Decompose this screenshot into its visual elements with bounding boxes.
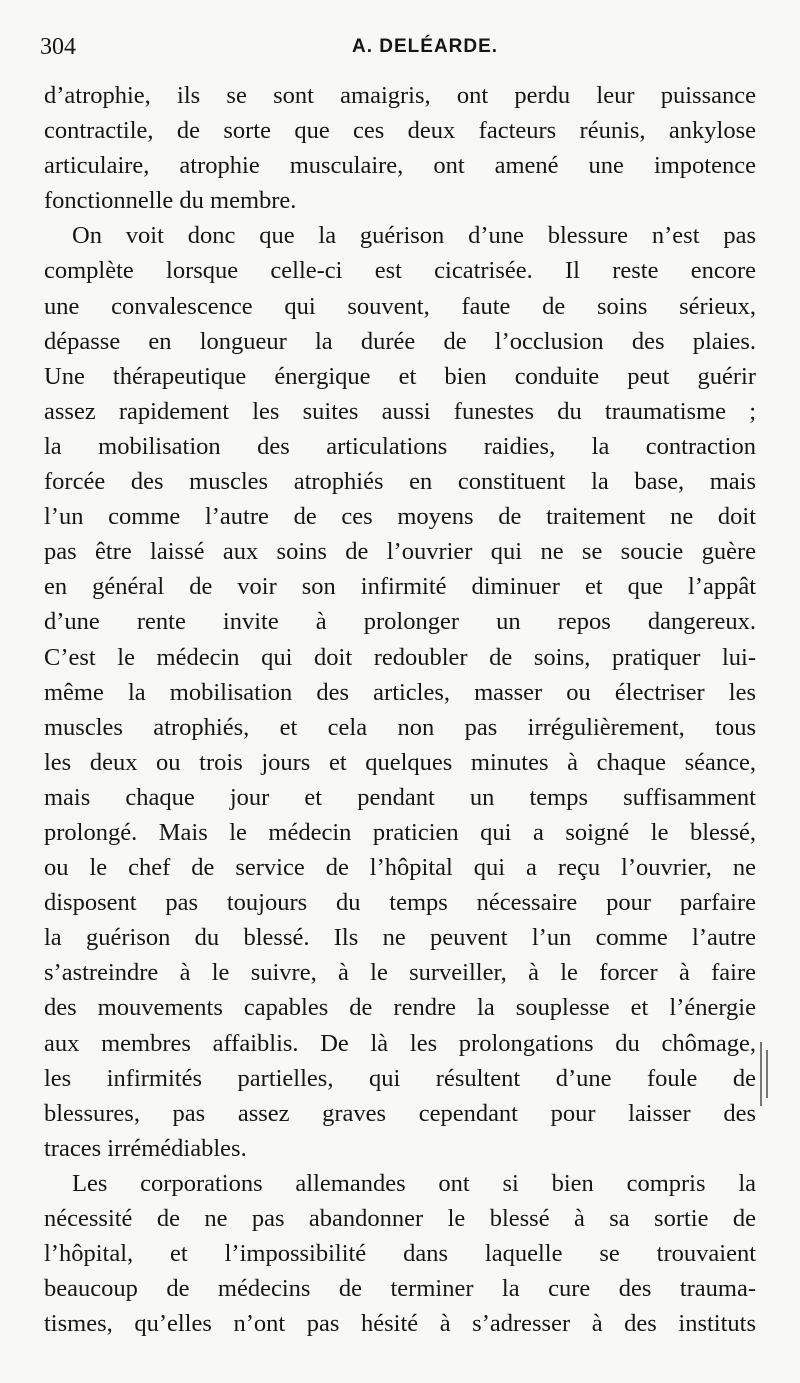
running-head: A. DELÉARDE. xyxy=(352,36,499,57)
text-line: forcée des muscles atrophiés en constituent la base, mais xyxy=(44,468,756,496)
text-line: fonctionnelle du membre. xyxy=(44,187,297,215)
text-line: C’est le médecin qui doit redoubler de soins, pratiquer lui- xyxy=(44,643,756,671)
page-header xyxy=(40,34,760,66)
text-line: l’hôpital, et l’impossibilité dans laquelle se trouvaient xyxy=(44,1240,756,1268)
page-number: 304 xyxy=(40,34,76,60)
body-text xyxy=(44,78,756,1341)
text-line: l’un comme l’autre de ces moyens de traitement ne doit xyxy=(44,503,756,531)
text-line: assez rapidement les suites aussi funestes du traumatisme ; xyxy=(44,397,756,425)
text-line: articulaire, atrophie musculaire, ont amené une impotence xyxy=(44,152,756,180)
text-line: ou le chef de service de l’hôpital qui a reçu l’ouvrier, ne xyxy=(44,854,756,882)
text-line: traces irrémédiables. xyxy=(44,1134,247,1162)
text-line: la guérison du blessé. Ils ne peuvent l’un comme l’autre xyxy=(44,924,756,952)
text-line: s’astreindre à le suivre, à le surveiller, à le forcer à faire xyxy=(44,959,756,987)
text-line: beaucoup de médecins de terminer la cure des trauma- xyxy=(44,1275,756,1303)
text-line: prolongé. Mais le médecin praticien qui a soigné le blessé, xyxy=(44,818,756,846)
text-line: dépasse en longueur la durée de l’occlusion des plaies. xyxy=(44,327,756,355)
text-line: Une thérapeutique énergique et bien conduite peut guérir xyxy=(44,362,756,390)
text-line: blessures, pas assez graves cependant pour laisser des xyxy=(44,1099,756,1127)
text-line: tismes, qu’elles n’ont pas hésité à s’adresser à des instituts xyxy=(44,1310,756,1338)
text-line: des mouvements capables de rendre la souplesse et l’énergie xyxy=(44,994,756,1022)
text-line: Les corporations allemandes ont si bien compris la xyxy=(72,1169,756,1197)
text-line: en général de voir son infirmité diminuer et que l’appât xyxy=(44,573,756,601)
text-line: même la mobilisation des articles, masser ou électriser les xyxy=(44,678,756,706)
text-line: muscles atrophiés, et cela non pas irrégulièrement, tous xyxy=(44,713,756,741)
text-line: une convalescence qui souvent, faute de soins sérieux, xyxy=(44,292,756,320)
margin-pencil-mark xyxy=(760,1042,762,1106)
text-line: pas être laissé aux soins de l’ouvrier qui ne se soucie guère xyxy=(44,538,756,566)
text-line: aux membres affaiblis. De là les prolongations du chômage, xyxy=(44,1029,756,1057)
text-line: d’atrophie, ils se sont amaigris, ont perdu leur puissance xyxy=(44,82,756,109)
text-line: On voit donc que la guérison d’une blessure n’est pas xyxy=(72,222,756,250)
text-line: d’une rente invite à prolonger un repos dangereux. xyxy=(44,608,756,636)
text-line: les infirmités partielles, qui résultent d’une foule de xyxy=(44,1064,756,1092)
text-line: complète lorsque celle-ci est cicatrisée. Il reste encore xyxy=(44,257,756,285)
text-line: contractile, de sorte que ces deux facteurs réunis, ankylose xyxy=(44,117,756,145)
text-line: mais chaque jour et pendant un temps suffisamment xyxy=(44,783,756,811)
text-line: la mobilisation des articulations raidies, la contraction xyxy=(44,432,756,460)
text-line: disposent pas toujours du temps nécessaire pour parfaire xyxy=(44,889,756,917)
text-line: nécessité de ne pas abandonner le blessé à sa sortie de xyxy=(44,1205,756,1232)
text-line: les deux ou trois jours et quelques minutes à chaque séance, xyxy=(44,748,756,776)
margin-pencil-mark xyxy=(766,1050,768,1098)
